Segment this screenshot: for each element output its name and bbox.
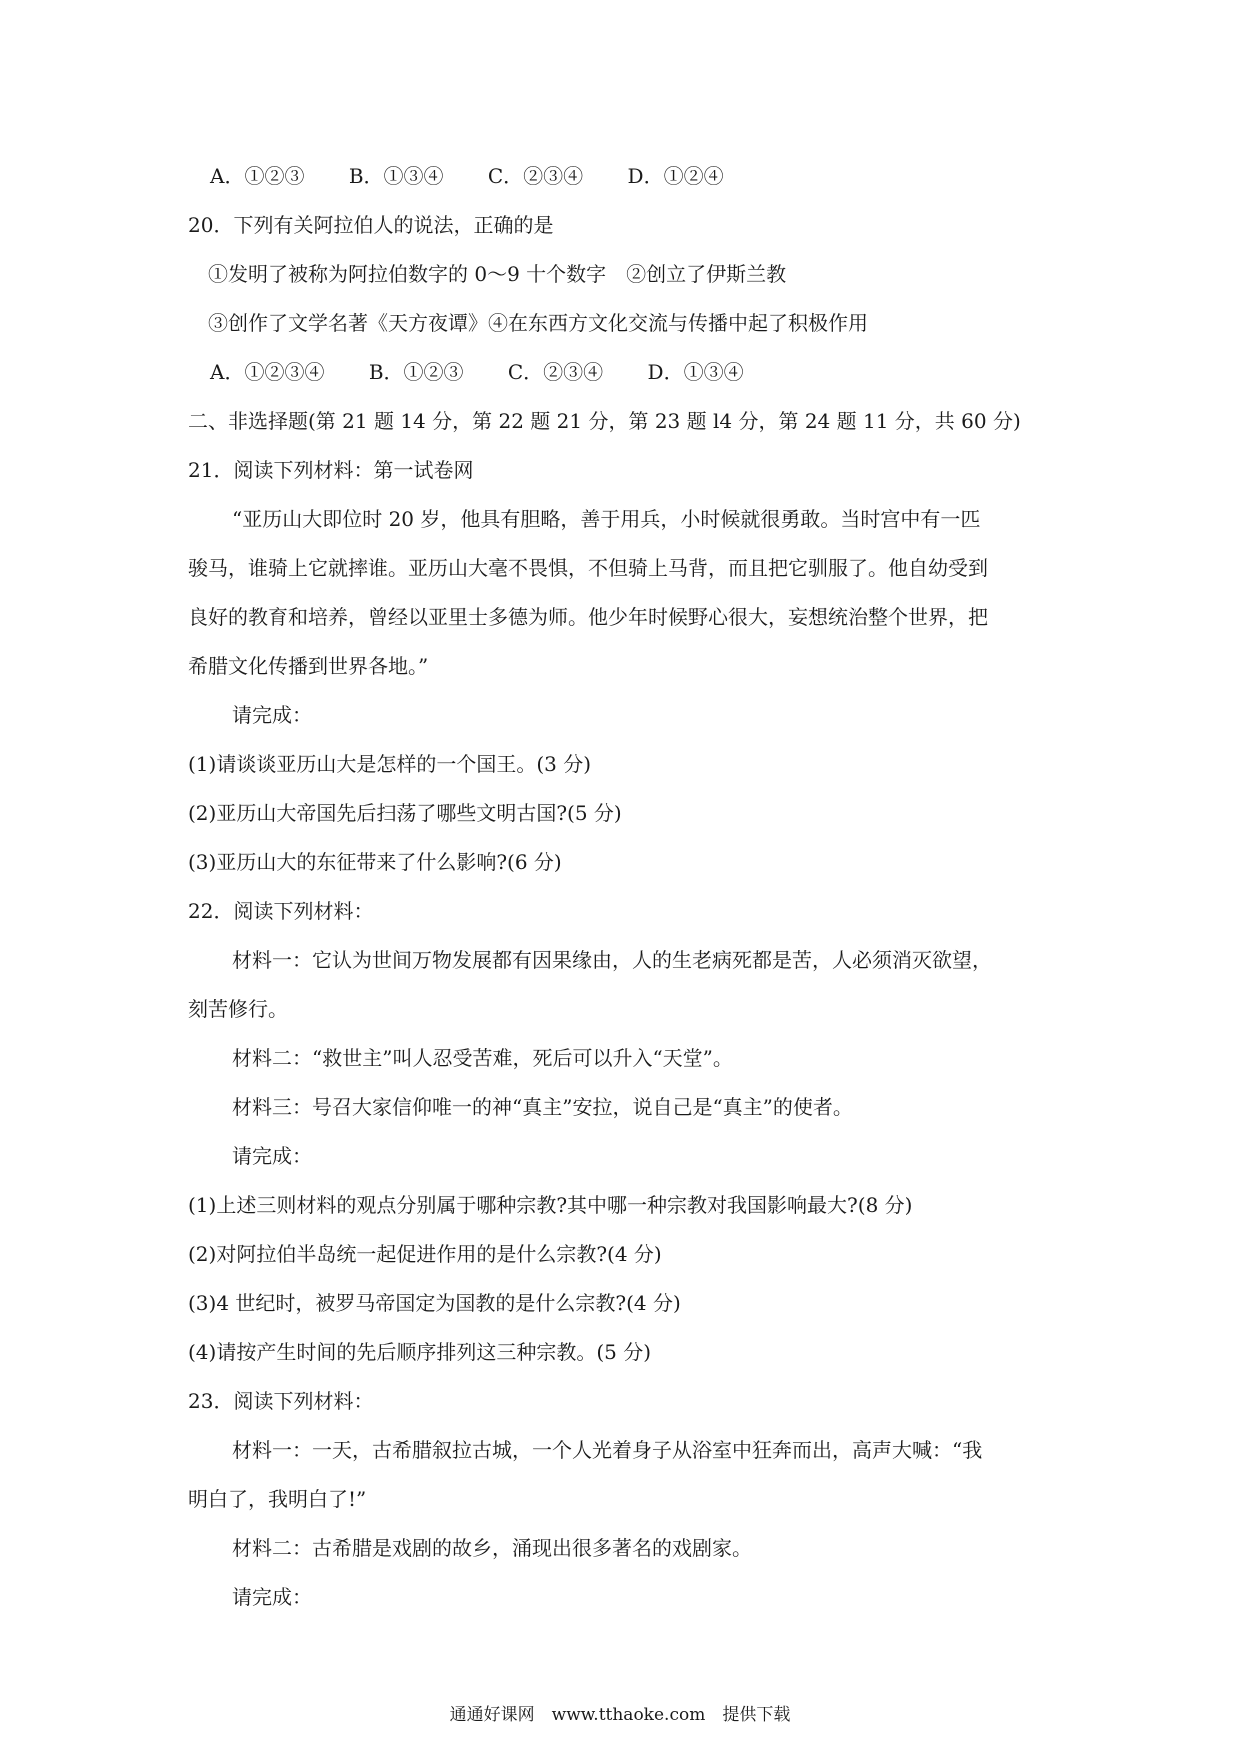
q22-question-4: (4)请按产生时间的先后顺序排列这三种宗教。(5 分) bbox=[188, 1340, 652, 1364]
q22-prompt: 请完成： bbox=[232, 1144, 312, 1168]
q21-material-line-4: 希腊文化传播到世界各地。” bbox=[188, 654, 429, 678]
q19-option-d: D．①②④ bbox=[627, 164, 724, 188]
q19-option-c: C．②③④ bbox=[487, 164, 584, 188]
q22-question-2: (2)对阿拉伯半岛统一起促进作用的是什么宗教?(4 分) bbox=[188, 1242, 662, 1266]
q21-question-3: (3)亚历山大的东征带来了什么影响?(6 分) bbox=[188, 850, 562, 874]
q22-stem: 22．阅读下列材料： bbox=[188, 899, 374, 923]
q20-statement-line-2: ③创作了文学名著《天方夜谭》④在东西方文化交流与传播中起了积极作用 bbox=[208, 311, 868, 335]
q20-options bbox=[210, 360, 782, 384]
q23-material-2: 材料二：古希腊是戏剧的故乡，涌现出很多著名的戏剧家。 bbox=[232, 1536, 752, 1560]
q20-option-a: A．①②③④ bbox=[210, 360, 325, 384]
q20-option-b: B．①②③ bbox=[368, 360, 464, 384]
q19-options bbox=[210, 164, 762, 188]
q23-stem: 23．阅读下列材料： bbox=[188, 1389, 374, 1413]
q23-material-1-line-1: 材料一：一天，古希腊叙拉古城，一个人光着身子从浴室中狂奔而出，高声大喊：“我 bbox=[232, 1438, 983, 1462]
q19-option-b: B．①③④ bbox=[348, 164, 444, 188]
q22-material-3: 材料三：号召大家信仰唯一的神“真主”安拉，说自己是“真主”的使者。 bbox=[232, 1095, 853, 1119]
q21-prompt: 请完成： bbox=[232, 703, 312, 727]
q20-option-d: D．①③④ bbox=[647, 360, 744, 384]
q20-statement-line-1: ①发明了被称为阿拉伯数字的 0～9 十个数字 ②创立了伊斯兰教 bbox=[208, 262, 787, 286]
q22-question-1: (1)上述三则材料的观点分别属于哪种宗教?其中哪一种宗教对我国影响最大?(8 分) bbox=[188, 1193, 913, 1217]
q19-option-a: A．①②③ bbox=[210, 164, 305, 188]
q20-stem: 20．下列有关阿拉伯人的说法，正确的是 bbox=[188, 213, 554, 237]
q22-material-1-line-1: 材料一：它认为世间万物发展都有因果缘由，人的生老病死都是苦，人必须消灭欲望， bbox=[232, 948, 992, 972]
q21-material-line-3: 良好的教育和培养，曾经以亚里士多德为师。他少年时候野心很大，妄想统治整个世界，把 bbox=[188, 605, 988, 629]
q22-material-1-line-2: 刻苦修行。 bbox=[188, 997, 288, 1021]
q21-question-2: (2)亚历山大帝国先后扫荡了哪些文明古国?(5 分) bbox=[188, 801, 622, 825]
q23-prompt: 请完成： bbox=[232, 1585, 312, 1609]
q20-option-c: C．②③④ bbox=[507, 360, 604, 384]
q22-question-3: (3)4 世纪时，被罗马帝国定为国教的是什么宗教?(4 分) bbox=[188, 1291, 681, 1315]
q21-material-line-1: “亚历山大即位时 20 岁，他具有胆略，善于用兵，小时候就很勇敢。当时宫中有一匹 bbox=[232, 507, 981, 531]
q21-material-line-2: 骏马，谁骑上它就摔谁。亚历山大毫不畏惧，不但骑上马背，而且把它驯服了。他自幼受到 bbox=[188, 556, 988, 580]
q21-stem: 21．阅读下列材料：第一试卷网 bbox=[188, 458, 474, 482]
q21-question-1: (1)请谈谈亚历山大是怎样的一个国王。(3 分) bbox=[188, 752, 592, 776]
section-2-heading: 二、非选择题(第 21 题 14 分，第 22 题 21 分，第 23 题 l4 分，第 24 题 11 分，共 60 分) bbox=[188, 409, 1021, 433]
q22-material-2: 材料二：“救世主”叫人忍受苦难，死后可以升入“天堂”。 bbox=[232, 1046, 733, 1070]
page-footer: 通通好课网 www.tthaoke.com 提供下载 bbox=[449, 1705, 791, 1725]
q23-material-1-line-2: 明白了，我明白了!” bbox=[188, 1487, 367, 1511]
